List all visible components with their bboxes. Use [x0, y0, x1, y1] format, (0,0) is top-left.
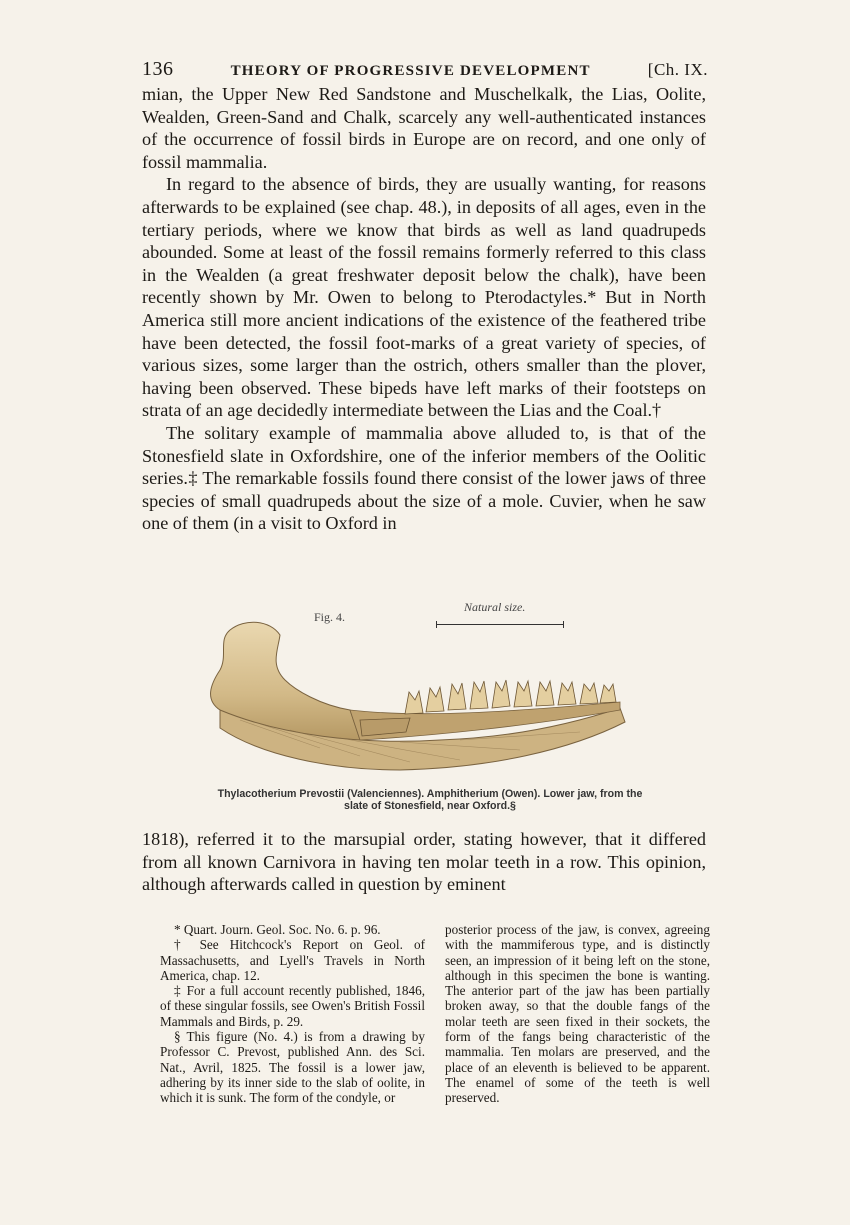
figure-jaw	[142, 596, 706, 826]
page-number: 136	[142, 58, 174, 80]
fossil-jaw-illustration	[200, 610, 650, 780]
running-header	[142, 58, 708, 81]
paragraph: mian, the Upper New Red Sandstone and Muschelkalk, the Lias, Oolite, Wealden, Green-Sand and Chalk, scarcely any well-authenticated instances of the occurrence of fossil birds in Europe are on record, and one only of fossil mammalia.	[142, 84, 706, 172]
paragraph: The solitary example of mammalia above alluded to, is that of the Stonesfield slate in Oxfordshire, one of the inferior members of the Oolitic series.‡ The remarkable fossils found there consist of the lower jaws of three species of small quadrupeds about the size of a mole. Cuvier, when he saw one of them (in a visit to Oxford in	[142, 422, 706, 534]
paragraph: 1818), referred it to the marsupial order, stating however, that it differed from all known Carnivora in having ten molar teeth in a row. This opinion, although afterwards called in question by eminent	[142, 829, 706, 895]
footnotes-left-column	[160, 922, 425, 1106]
paragraph: In regard to the absence of birds, they are usually wanting, for reasons afterwards to be explained (see chap. 48.), in deposits of all ages, even in the tertiary periods, where we know that birds as well as land quadrupeds abounded. Some at least of the fossil remains formerly referred to this class in the Wealden (a great freshwater deposit below the chalk), have been recently shown by Mr. Owen to belong to Pterodactyles.* But in North America still more ancient indications of the existence of the feathered tribe have been detected, the fossil foot-marks of a great variety of species, of various sizes, some larger than the ostrich, others smaller than the plover, having been observed. These bipeds have left marks of their footsteps on strata of an age decidedly intermediate between the Lias and the Coal.†	[142, 174, 706, 421]
caption-line: slate of Stonesfield, near Oxford.§	[344, 800, 516, 812]
figure-label: Fig. 4.	[314, 610, 346, 624]
caption-line: Thylacotherium Prevostii (Valenciennes). Amphitherium (Owen). Lower jaw, from the	[217, 788, 643, 800]
scale-label: Natural size.	[464, 600, 526, 614]
main-text-bottom	[142, 828, 706, 896]
footnotes	[160, 922, 710, 1106]
footnote: † See Hitchcock's Report on Geol. of Massachusetts, and Lyell's Travels in North America, chap. 12.	[160, 937, 425, 983]
footnotes-right-column	[445, 922, 710, 1106]
running-title: THEORY OF PROGRESSIVE DEVELOPMENT	[230, 63, 591, 79]
main-text-top	[142, 83, 706, 535]
figure-caption	[170, 788, 690, 812]
footnote: ‡ For a full account recently published, 1846, of these singular fossils, see Owen's British Fossil Mammals and Birds, p. 29.	[160, 983, 425, 1029]
footnote: § This figure (No. 4.) is from a drawing by Professor C. Prevost, published Ann. des Sci. Nat., Avril, 1825. The fossil is a lower jaw, adhering by its inner side to the slab of oolite, in which it is sunk. The form of the condyle, or	[160, 1029, 425, 1106]
chapter-marker: [Ch. IX.	[647, 60, 708, 79]
footnote: * Quart. Journ. Geol. Soc. No. 6. p. 96.	[174, 922, 381, 937]
footnote-continuation: posterior process of the jaw, is convex, agreeing with the mammiferous type, and is distinctly seen, an impression of it being left on the stone, although in this specimen the bone is wanting. The anterior part of the jaw has been partially broken away, so that the double fangs of the molar teeth are seen fixed in their sockets, the form of the fangs being characteristic of the mammalia. Ten molars are preserved, and the place of an eleventh is believed to be apparent. The enamel of some of the teeth is well preserved.	[445, 922, 710, 1106]
